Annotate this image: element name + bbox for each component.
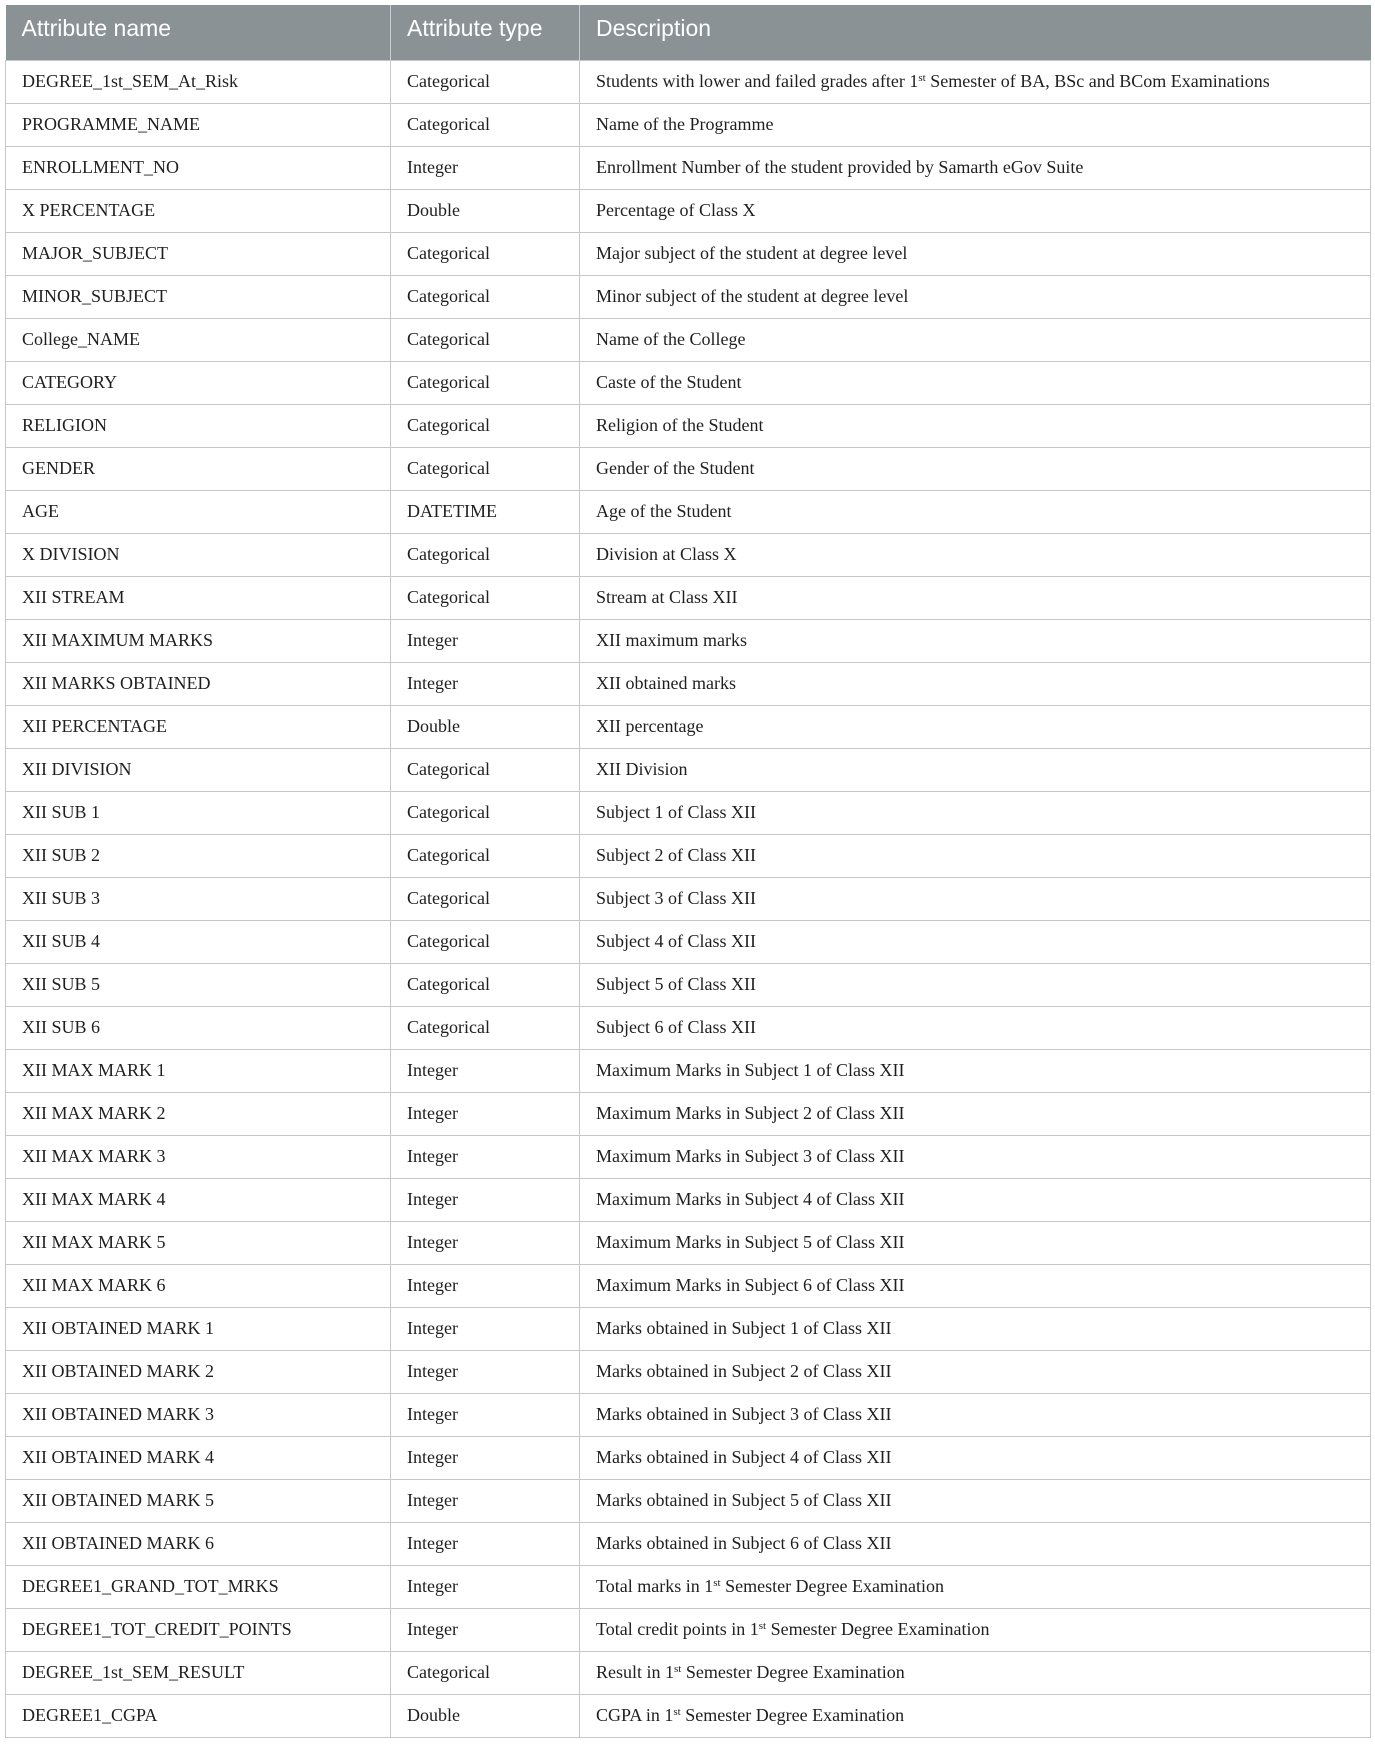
attribute-name-cell: MINOR_SUBJECT xyxy=(6,275,391,318)
description-cell xyxy=(580,1522,1371,1565)
description-text: Semester Degree Examination xyxy=(681,1662,905,1682)
description-cell xyxy=(580,1264,1371,1307)
table-row xyxy=(6,662,1371,705)
description-text: Students with lower and failed grades after 1 xyxy=(596,71,919,91)
attribute-type-cell: Categorical xyxy=(391,60,580,103)
description-cell xyxy=(580,576,1371,619)
attribute-type-cell: Integer xyxy=(391,146,580,189)
attribute-name-cell: RELIGION xyxy=(6,404,391,447)
description-cell xyxy=(580,1608,1371,1651)
description-cell xyxy=(580,447,1371,490)
table-row xyxy=(6,1221,1371,1264)
description-cell xyxy=(580,1565,1371,1608)
table-row xyxy=(6,146,1371,189)
table-row xyxy=(6,1608,1371,1651)
description-text: Semester Degree Examination xyxy=(766,1619,990,1639)
ordinal-superscript: st xyxy=(918,72,926,84)
description-text: Marks obtained in Subject 4 of Class XII xyxy=(596,1447,892,1467)
description-text: Total marks in 1 xyxy=(596,1576,714,1596)
description-text: Subject 5 of Class XII xyxy=(596,974,756,994)
table-row xyxy=(6,1264,1371,1307)
ordinal-superscript: st xyxy=(758,1620,767,1632)
attribute-type-cell: Integer xyxy=(391,1092,580,1135)
attribute-name-cell: AGE xyxy=(6,490,391,533)
attribute-type-cell: Integer xyxy=(391,1436,580,1479)
description-text: Semester of BA, BSc and BCom Examinations xyxy=(925,71,1270,91)
attribute-type-cell: Integer xyxy=(391,1135,580,1178)
description-text: Maximum Marks in Subject 1 of Class XII xyxy=(596,1060,905,1080)
attribute-type-cell: Categorical xyxy=(391,404,580,447)
description-text: XII percentage xyxy=(596,716,704,736)
attribute-type-cell: Integer xyxy=(391,1221,580,1264)
description-text: Stream at Class XII xyxy=(596,587,738,607)
attribute-name-cell: XII MAX MARK 6 xyxy=(6,1264,391,1307)
attribute-type-cell: Integer xyxy=(391,1522,580,1565)
attribute-type-cell: Categorical xyxy=(391,232,580,275)
table-row xyxy=(6,275,1371,318)
description-text: Maximum Marks in Subject 2 of Class XII xyxy=(596,1103,905,1123)
table-row xyxy=(6,791,1371,834)
description-text: Percentage of Class X xyxy=(596,200,756,220)
attribute-name-cell: XII OBTAINED MARK 3 xyxy=(6,1393,391,1436)
description-cell xyxy=(580,877,1371,920)
description-cell xyxy=(580,1694,1371,1737)
attribute-name-cell: XII PERCENTAGE xyxy=(6,705,391,748)
table-row xyxy=(6,490,1371,533)
attribute-type-cell: Integer xyxy=(391,1565,580,1608)
attribute-name-cell: DEGREE_1st_SEM_RESULT xyxy=(6,1651,391,1694)
attribute-name-cell: X PERCENTAGE xyxy=(6,189,391,232)
description-cell xyxy=(580,1436,1371,1479)
description-text: Major subject of the student at degree level xyxy=(596,243,908,263)
description-cell xyxy=(580,404,1371,447)
description-cell xyxy=(580,705,1371,748)
description-cell xyxy=(580,146,1371,189)
attribute-type-cell: Categorical xyxy=(391,834,580,877)
ordinal-superscript: st xyxy=(713,1577,721,1589)
attribute-name-cell: XII SUB 2 xyxy=(6,834,391,877)
table-row xyxy=(6,1479,1371,1522)
description-text: Gender of the Student xyxy=(596,458,755,478)
header-row xyxy=(6,5,1371,60)
attribute-type-cell: Integer xyxy=(391,1479,580,1522)
description-text: Semester Degree Examination xyxy=(720,1576,944,1596)
attribute-type-cell: Categorical xyxy=(391,361,580,404)
attribute-type-cell: Integer xyxy=(391,1264,580,1307)
table-row xyxy=(6,619,1371,662)
attribute-name-cell: PROGRAMME_NAME xyxy=(6,103,391,146)
attribute-name-cell: XII MAX MARK 4 xyxy=(6,1178,391,1221)
description-text: Enrollment Number of the student provided by Samarth eGov Suite xyxy=(596,157,1084,177)
attribute-name-cell: XII SUB 3 xyxy=(6,877,391,920)
table-row xyxy=(6,963,1371,1006)
description-cell xyxy=(580,1049,1371,1092)
header-attribute-name: Attribute name xyxy=(6,5,391,60)
description-cell xyxy=(580,318,1371,361)
description-cell xyxy=(580,60,1371,103)
description-text: Marks obtained in Subject 3 of Class XII xyxy=(596,1404,892,1424)
description-cell xyxy=(580,662,1371,705)
attribute-type-cell: Double xyxy=(391,1694,580,1737)
description-text: XII obtained marks xyxy=(596,673,736,693)
attribute-name-cell: XII MAX MARK 1 xyxy=(6,1049,391,1092)
description-cell xyxy=(580,1393,1371,1436)
table-row xyxy=(6,1393,1371,1436)
description-text: Division at Class X xyxy=(596,544,737,564)
attribute-type-cell: Categorical xyxy=(391,791,580,834)
description-text: Name of the College xyxy=(596,329,746,349)
description-text: Subject 3 of Class XII xyxy=(596,888,756,908)
attribute-name-cell: XII SUB 6 xyxy=(6,1006,391,1049)
attribute-name-cell: XII OBTAINED MARK 4 xyxy=(6,1436,391,1479)
table-row xyxy=(6,1049,1371,1092)
description-cell xyxy=(580,533,1371,576)
attribute-name-cell: XII MAX MARK 5 xyxy=(6,1221,391,1264)
attribute-name-cell: DEGREE1_GRAND_TOT_MRKS xyxy=(6,1565,391,1608)
attribute-name-cell: DEGREE1_TOT_CREDIT_POINTS xyxy=(6,1608,391,1651)
table-row xyxy=(6,533,1371,576)
attribute-type-cell: Categorical xyxy=(391,103,580,146)
description-text: Subject 2 of Class XII xyxy=(596,845,756,865)
table-row xyxy=(6,705,1371,748)
description-cell xyxy=(580,103,1371,146)
description-cell xyxy=(580,189,1371,232)
attribute-type-cell: Integer xyxy=(391,619,580,662)
description-text: Name of the Programme xyxy=(596,114,774,134)
attribute-type-cell: Double xyxy=(391,189,580,232)
table-row xyxy=(6,60,1371,103)
description-text: Maximum Marks in Subject 6 of Class XII xyxy=(596,1275,905,1295)
ordinal-superscript: st xyxy=(673,1706,681,1718)
description-cell xyxy=(580,1350,1371,1393)
table-row xyxy=(6,1307,1371,1350)
description-text: Marks obtained in Subject 5 of Class XII xyxy=(596,1490,892,1510)
description-text: Maximum Marks in Subject 3 of Class XII xyxy=(596,1146,905,1166)
attribute-name-cell: XII MAX MARK 2 xyxy=(6,1092,391,1135)
attribute-name-cell: XII SUB 5 xyxy=(6,963,391,1006)
attribute-type-cell: Categorical xyxy=(391,318,580,361)
description-text: CGPA in 1 xyxy=(596,1705,674,1725)
table-row xyxy=(6,1135,1371,1178)
table-body xyxy=(6,60,1371,1737)
description-cell xyxy=(580,490,1371,533)
description-cell xyxy=(580,1651,1371,1694)
attribute-name-cell: XII DIVISION xyxy=(6,748,391,791)
table-row xyxy=(6,1436,1371,1479)
description-cell xyxy=(580,1178,1371,1221)
description-text: XII maximum marks xyxy=(596,630,747,650)
attribute-name-cell: ENROLLMENT_NO xyxy=(6,146,391,189)
attribute-table xyxy=(5,5,1371,1738)
table-row xyxy=(6,447,1371,490)
attribute-type-cell: Categorical xyxy=(391,275,580,318)
description-text: Marks obtained in Subject 1 of Class XII xyxy=(596,1318,892,1338)
table-row xyxy=(6,1651,1371,1694)
attribute-type-cell: Categorical xyxy=(391,963,580,1006)
attribute-type-cell: Categorical xyxy=(391,533,580,576)
description-cell xyxy=(580,619,1371,662)
table-row xyxy=(6,232,1371,275)
description-text: Marks obtained in Subject 6 of Class XII xyxy=(596,1533,892,1553)
table-row xyxy=(6,1178,1371,1221)
attribute-name-cell: DEGREE_1st_SEM_At_Risk xyxy=(6,60,391,103)
table-row xyxy=(6,1006,1371,1049)
table-row xyxy=(6,1694,1371,1737)
description-text: Subject 6 of Class XII xyxy=(596,1017,756,1037)
attribute-type-cell: Integer xyxy=(391,1350,580,1393)
attribute-name-cell: XII MAXIMUM MARKS xyxy=(6,619,391,662)
attribute-name-cell: X DIVISION xyxy=(6,533,391,576)
attribute-name-cell: XII MAX MARK 3 xyxy=(6,1135,391,1178)
attribute-type-cell: Categorical xyxy=(391,1006,580,1049)
header-attribute-type: Attribute type xyxy=(391,5,580,60)
attribute-type-cell: Double xyxy=(391,705,580,748)
description-text: Religion of the Student xyxy=(596,415,764,435)
attribute-type-cell: Integer xyxy=(391,1178,580,1221)
table-row xyxy=(6,1092,1371,1135)
description-cell xyxy=(580,920,1371,963)
description-cell xyxy=(580,834,1371,877)
attribute-name-cell: College_NAME xyxy=(6,318,391,361)
description-text: Caste of the Student xyxy=(596,372,742,392)
table-row xyxy=(6,920,1371,963)
attribute-name-cell: XII OBTAINED MARK 6 xyxy=(6,1522,391,1565)
description-cell xyxy=(580,232,1371,275)
header-description: Description xyxy=(580,5,1371,60)
description-text: Maximum Marks in Subject 4 of Class XII xyxy=(596,1189,905,1209)
table-row xyxy=(6,189,1371,232)
description-cell xyxy=(580,1479,1371,1522)
attribute-name-cell: GENDER xyxy=(6,447,391,490)
attribute-name-cell: XII SUB 4 xyxy=(6,920,391,963)
description-text: Result in 1 xyxy=(596,1662,675,1682)
table-row xyxy=(6,1350,1371,1393)
attribute-type-cell: Integer xyxy=(391,1393,580,1436)
description-text: Semester Degree Examination xyxy=(680,1705,905,1725)
description-text: Minor subject of the student at degree level xyxy=(596,286,909,306)
attribute-name-cell: XII OBTAINED MARK 2 xyxy=(6,1350,391,1393)
attribute-type-cell: Categorical xyxy=(391,1651,580,1694)
description-cell xyxy=(580,791,1371,834)
attribute-type-cell: DATETIME xyxy=(391,490,580,533)
attribute-name-cell: XII STREAM xyxy=(6,576,391,619)
attribute-type-cell: Categorical xyxy=(391,447,580,490)
attribute-name-cell: MAJOR_SUBJECT xyxy=(6,232,391,275)
description-cell xyxy=(580,963,1371,1006)
table-row xyxy=(6,361,1371,404)
attribute-type-cell: Integer xyxy=(391,1307,580,1350)
table-row xyxy=(6,877,1371,920)
attribute-table-container xyxy=(5,5,1370,1738)
attribute-type-cell: Categorical xyxy=(391,748,580,791)
description-cell xyxy=(580,1092,1371,1135)
table-row xyxy=(6,576,1371,619)
attribute-name-cell: DEGREE1_CGPA xyxy=(6,1694,391,1737)
attribute-type-cell: Integer xyxy=(391,1049,580,1092)
attribute-type-cell: Categorical xyxy=(391,920,580,963)
ordinal-superscript: st xyxy=(674,1663,682,1675)
description-cell xyxy=(580,1006,1371,1049)
description-text: Subject 4 of Class XII xyxy=(596,931,756,951)
table-row xyxy=(6,1565,1371,1608)
attribute-type-cell: Categorical xyxy=(391,877,580,920)
table-row xyxy=(6,834,1371,877)
table-row xyxy=(6,404,1371,447)
table-header xyxy=(6,5,1371,60)
description-text: Marks obtained in Subject 2 of Class XII xyxy=(596,1361,892,1381)
attribute-name-cell: CATEGORY xyxy=(6,361,391,404)
description-cell xyxy=(580,1135,1371,1178)
description-text: Maximum Marks in Subject 5 of Class XII xyxy=(596,1232,905,1252)
table-row xyxy=(6,1522,1371,1565)
table-row xyxy=(6,318,1371,361)
description-cell xyxy=(580,748,1371,791)
description-text: Total credit points in 1 xyxy=(596,1619,759,1639)
description-text: XII Division xyxy=(596,759,688,779)
description-cell xyxy=(580,275,1371,318)
table-row xyxy=(6,103,1371,146)
attribute-name-cell: XII SUB 1 xyxy=(6,791,391,834)
description-cell xyxy=(580,1307,1371,1350)
description-cell xyxy=(580,361,1371,404)
attribute-name-cell: XII OBTAINED MARK 1 xyxy=(6,1307,391,1350)
attribute-type-cell: Integer xyxy=(391,1608,580,1651)
attribute-name-cell: XII MARKS OBTAINED xyxy=(6,662,391,705)
description-text: Age of the Student xyxy=(596,501,732,521)
description-cell xyxy=(580,1221,1371,1264)
attribute-name-cell: XII OBTAINED MARK 5 xyxy=(6,1479,391,1522)
attribute-type-cell: Integer xyxy=(391,662,580,705)
description-text: Subject 1 of Class XII xyxy=(596,802,756,822)
table-row xyxy=(6,748,1371,791)
attribute-type-cell: Categorical xyxy=(391,576,580,619)
